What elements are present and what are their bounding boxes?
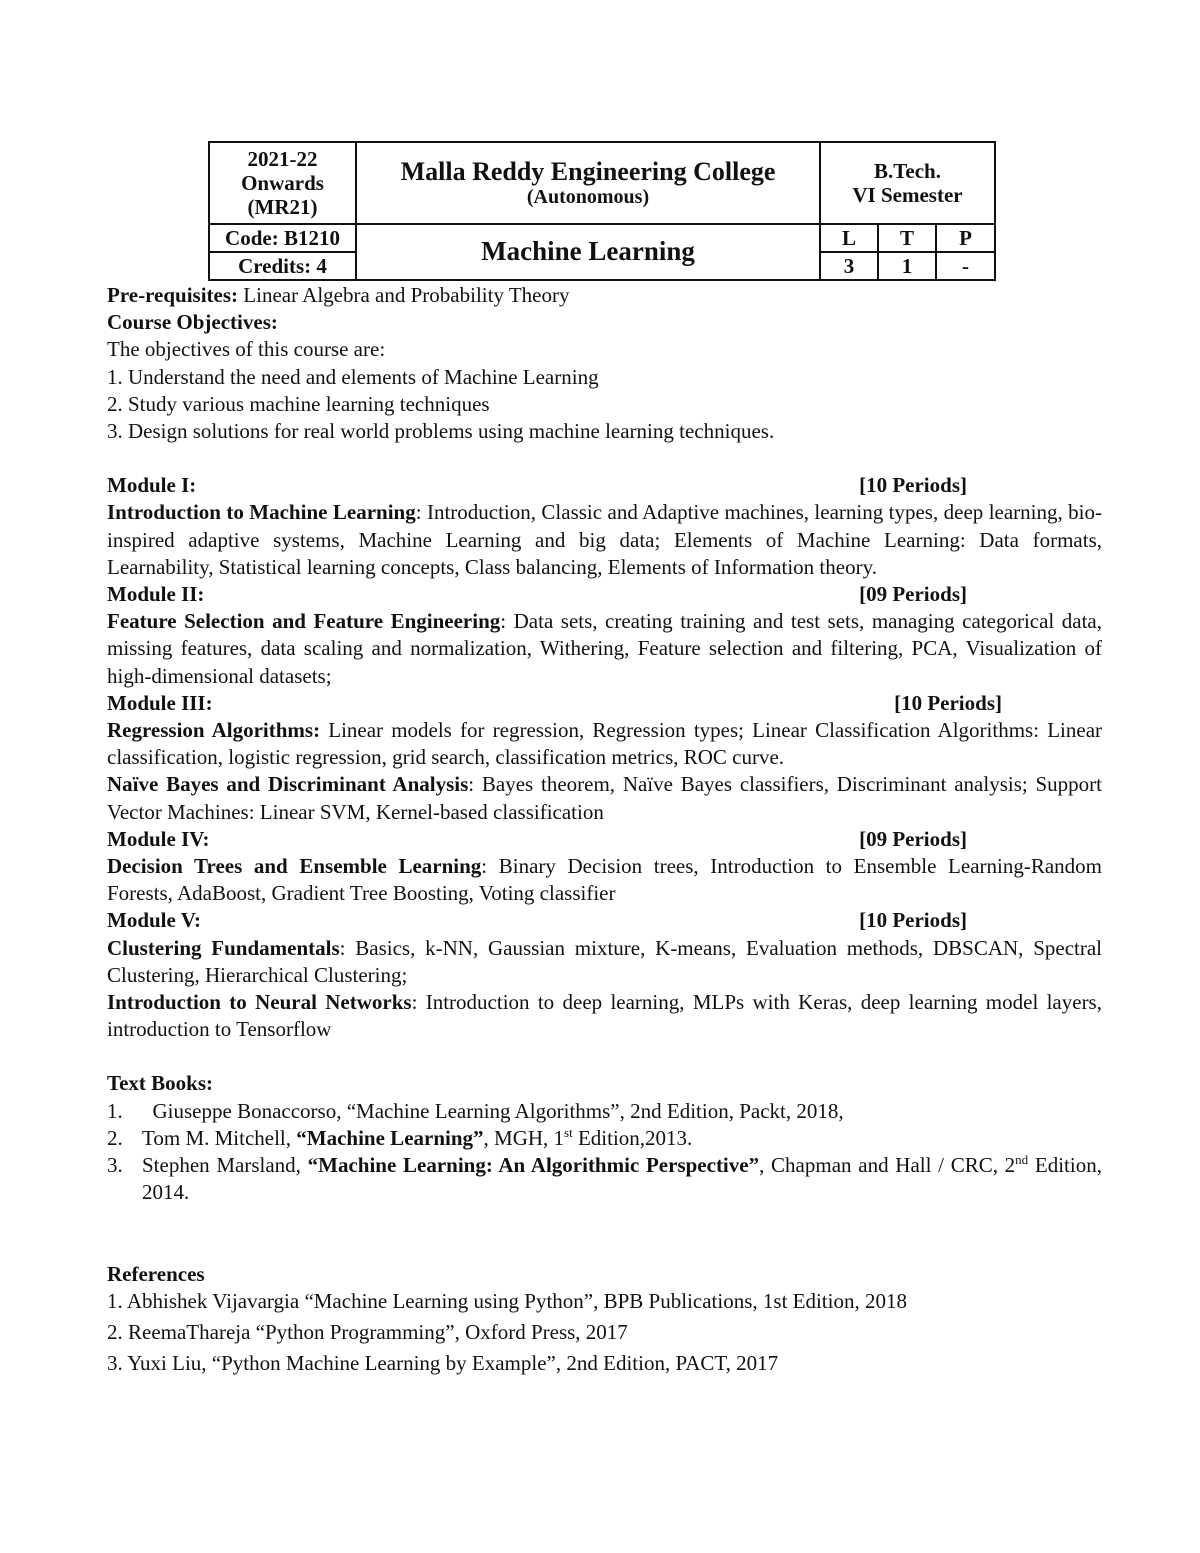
objective-item: 1. Understand the need and elements of Machine Learning: [107, 364, 599, 389]
list-item: 3. Yuxi Liu, “Python Machine Learning by Example”, 2nd Edition, PACT, 2017: [107, 1351, 779, 1376]
prerequisites: Pre-requisites: Linear Algebra and Probability Theory: [107, 283, 570, 307]
syllabus-body: [107, 282, 1102, 1381]
module-3-content-2: Naïve Bayes and Discriminant Analysis: Bayes theorem, Naïve Bayes classifiers, Discriminant analysis; Support Vector Machines: Linear SVM, Kernel-based classification: [107, 772, 1102, 824]
list-item: 1. Abhishek Vijavargia “Machine Learning using Python”, BPB Publications, 1st Edition, 2018: [107, 1288, 907, 1313]
list-item: 3. Stephen Marsland, “Machine Learning: An Algorithmic Perspective”, Chapman and Hall / CRC, 2nd Edition, 2014.: [107, 1152, 1102, 1205]
objective-item: 3. Design solutions for real world problems using machine learning techniques.: [107, 419, 775, 444]
list-item: 2. ReemaThareja “Python Programming”, Oxford Press, 2017: [107, 1319, 628, 1344]
course-credits: Credits: 4: [209, 252, 356, 280]
list-item: 2. Tom M. Mitchell, “Machine Learning”, MGH, 1st Edition,2013.: [107, 1124, 693, 1150]
references-list: [107, 1288, 1102, 1378]
ltp-value-l: 3: [820, 252, 878, 280]
module-periods: [10 Periods]: [859, 473, 967, 498]
objectives-heading: Course Objectives:: [107, 310, 278, 335]
module-5-heading: Module V: [10 Periods]: [107, 907, 1102, 934]
module-periods: [10 Periods]: [859, 908, 967, 933]
module-5-content-2: Introduction to Neural Networks: Introduction to deep learning, MLPs with Keras, deep learning model layers, introduction to Tensorflow: [107, 990, 1102, 1042]
list-item: 1. Giuseppe Bonaccorso, “Machine Learning Algorithms”, 2nd Edition, Packt, 2018,: [107, 1098, 844, 1123]
course-code: Code: B1210: [209, 224, 356, 252]
textbooks-heading: Text Books:: [107, 1071, 213, 1096]
module-4-heading: Module IV: [09 Periods]: [107, 826, 1102, 853]
references-heading: References: [107, 1261, 205, 1286]
module-3-content: Regression Algorithms: Linear models for regression, Regression types; Linear Classification Algorithms: Linear classification, logistic regression, grid search, classification metrics, ROC curve.: [107, 718, 1103, 770]
college-status: (Autonomous): [526, 186, 650, 209]
semester: VI Semester: [852, 183, 963, 207]
course-title: Machine Learning: [356, 224, 820, 280]
textbooks-list: [107, 1098, 1102, 1207]
module-1-heading: Module I: [10 Periods]: [107, 472, 1102, 499]
module-periods: [09 Periods]: [859, 582, 967, 607]
degree-name: B.Tech.: [874, 158, 941, 183]
college-cell: [356, 142, 820, 224]
objectives-intro: The objectives of this course are:: [107, 337, 386, 362]
college-name: Malla Reddy Engineering College: [400, 156, 776, 186]
regulation-cell: [209, 142, 356, 224]
ltp-value-p: -: [936, 252, 995, 280]
module-2-heading: Module II: [09 Periods]: [107, 581, 1102, 608]
degree-cell: [820, 142, 995, 224]
ltp-label-p: P: [936, 224, 995, 252]
module-3-heading: Module III: [10 Periods]: [107, 690, 1102, 717]
year-range: 2021-22: [247, 146, 318, 171]
module-4-content: Decision Trees and Ensemble Learning: Binary Decision trees, Introduction to Ensemble Learning-Random Forests, AdaBoost, Gradient Tree Boosting, Voting classifier: [107, 854, 1102, 906]
regulation-code: (MR21): [247, 195, 318, 220]
ltp-label-t: T: [878, 224, 936, 252]
module-periods: [09 Periods]: [859, 826, 967, 851]
module-periods: [10 Periods]: [894, 690, 1002, 715]
ltp-value-t: 1: [878, 252, 936, 280]
module-2-content: Feature Selection and Feature Engineering: Data sets, creating training and test sets, managing categorical data, missing features, data scaling and normalization, Withering, Feature selection and filtering, PCA, Visualization of high-dimensional datasets;: [107, 609, 1102, 688]
year-onwards: Onwards: [241, 170, 324, 195]
module-5-content: Clustering Fundamentals: Basics, k-NN, Gaussian mixture, K-means, Evaluation methods, DBSCAN, Spectral Clustering, Hierarchical Clustering;: [107, 935, 1102, 987]
module-1-content: Introduction to Machine Learning: Introduction, Classic and Adaptive machines, learning types, deep learning, bio-inspired adaptive systems, Machine Learning and big data; Elements of Machine Learning: Data formats, Learnability, Statistical learning concepts, Class balancing, Elements of Information theory.: [107, 500, 1102, 579]
course-header-table: [208, 141, 996, 281]
objective-item: 2. Study various machine learning techniques: [107, 391, 490, 416]
ltp-label-l: L: [820, 224, 878, 252]
